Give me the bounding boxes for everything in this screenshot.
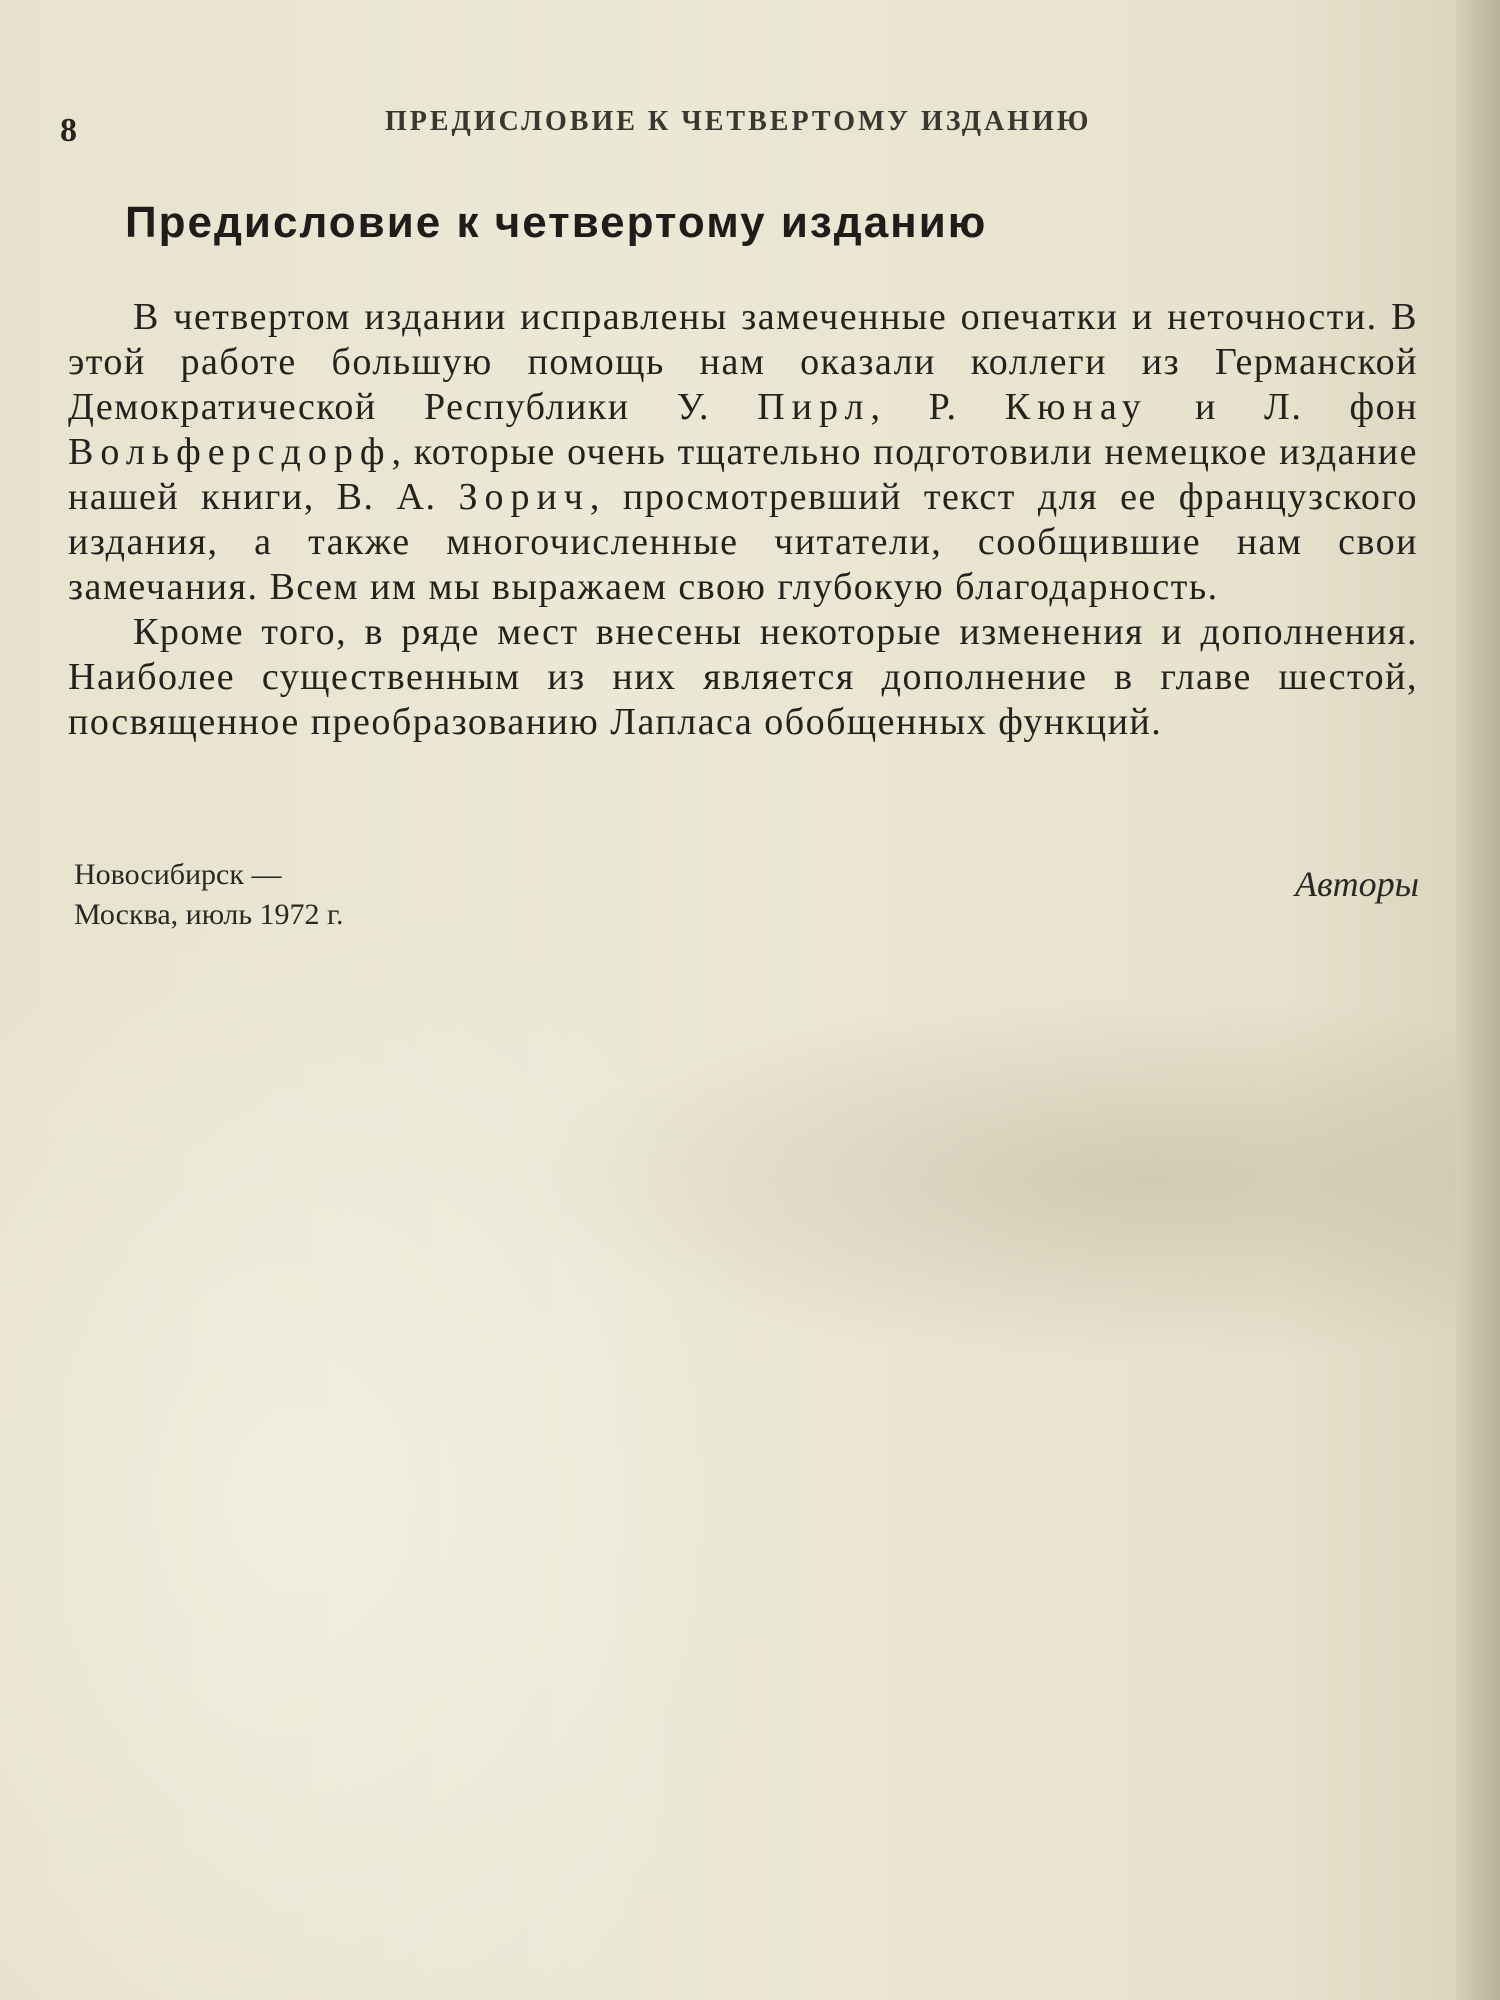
paragraph-2: Кроме того, в ряде мест внесены некоторые изменения и дополнения. Наиболее существенным из них является дополнение в главе шестой, посвященное преобразованию Лапласа обобщенных функций. bbox=[68, 611, 1418, 743]
authors-signature: Авторы bbox=[1295, 864, 1419, 904]
running-head: ПРЕДИСЛОВИЕ К ЧЕТВЕРТОМУ ИЗДАНИЮ bbox=[385, 106, 1092, 137]
paragraph-1 bbox=[68, 295, 1418, 610]
paragraph-1-text-b: , Р. bbox=[870, 386, 1005, 428]
person-name-zorich: Зорич bbox=[458, 476, 590, 518]
book-edge bbox=[1456, 0, 1500, 2000]
section-title: Предисловие к четвертому изданию bbox=[125, 198, 988, 247]
paragraph-1-text-e: , просмотревший текст для ее французского издания, а также многочисленные читатели, сообщившие нам свои замечания. Всем им мы выражаем свою глубокую благодарность. bbox=[68, 476, 1419, 608]
person-name-wolfersdorf: Вольферсдорф bbox=[68, 431, 392, 473]
place-line-2: Москва, июль 1972 г. bbox=[74, 898, 344, 931]
person-name-kuenau: Кюнау bbox=[1004, 386, 1148, 428]
page-number: 8 bbox=[60, 112, 78, 149]
person-name-pirl: Пирл bbox=[757, 386, 871, 428]
paragraph-1-text-d: , которые очень тщательно подготовили немецкое издание нашей книги, В. А. bbox=[68, 431, 1418, 518]
place-date bbox=[74, 855, 343, 935]
body-text bbox=[68, 295, 1418, 745]
paragraph-1-text-a: В четвертом издании исправлены замеченные опечатки и неточности. В этой работе большую помощь нам оказали коллеги из Германской Демократической Республики У. bbox=[68, 296, 1418, 428]
place-line-1: Новосибирск — bbox=[74, 858, 282, 891]
signature-block bbox=[74, 855, 1419, 955]
paragraph-1-text-c: и Л. фон bbox=[1147, 386, 1418, 428]
